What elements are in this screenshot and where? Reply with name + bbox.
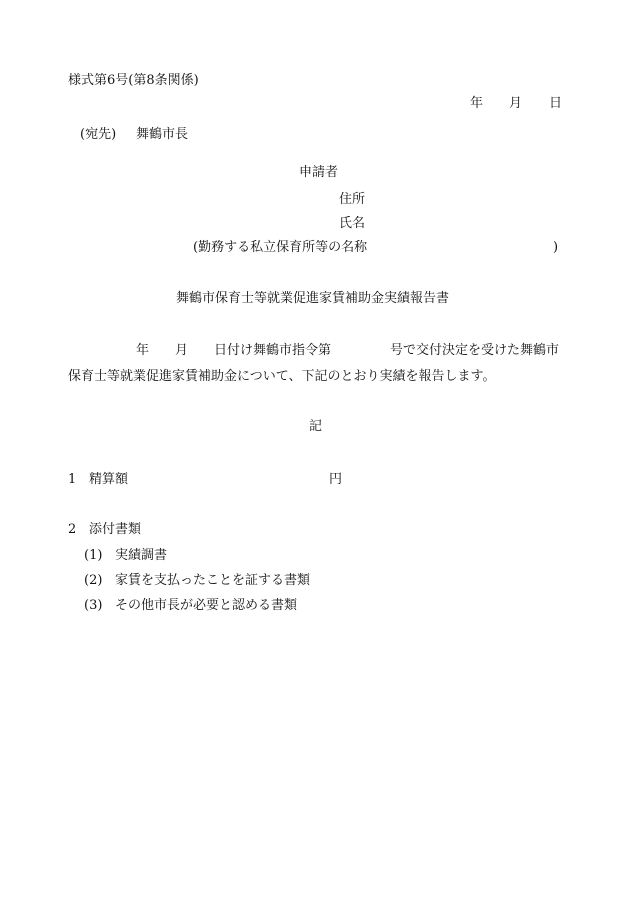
attachment-doc-3-number: (3) bbox=[84, 598, 103, 613]
applicant-facility-close: ) bbox=[553, 240, 559, 255]
attachment-doc-2-label: 家賃を支払ったことを証する書類 bbox=[115, 573, 311, 588]
body-year: 年 bbox=[136, 343, 150, 358]
settlement-label: 精算額 bbox=[89, 472, 129, 487]
date-day: 日 bbox=[549, 96, 563, 111]
body-number-text: 号で交付決定を受けた舞鶴市 bbox=[390, 343, 560, 358]
attachment-doc-1-number: (1) bbox=[84, 548, 103, 563]
attachments-number: 2 bbox=[68, 522, 77, 537]
addressee-prefix: (宛先) bbox=[80, 127, 117, 142]
settlement-unit: 円 bbox=[329, 472, 343, 487]
date-month: 月 bbox=[509, 96, 523, 111]
form-number: 様式第6号(第8条関係) bbox=[68, 73, 199, 88]
body-month: 月 bbox=[175, 343, 189, 358]
settlement-number: 1 bbox=[68, 472, 77, 487]
applicant-name-label: 氏名 bbox=[339, 216, 366, 231]
document-title: 舞鶴市保育士等就業促進家賃補助金実績報告書 bbox=[176, 291, 450, 306]
date-year: 年 bbox=[470, 96, 484, 111]
attachment-doc-2-number: (2) bbox=[84, 573, 103, 588]
applicant-address-label: 住所 bbox=[339, 192, 366, 207]
body-line-2: 保育士等就業促進家賃補助金について、下記のとおり実績を報告します。 bbox=[68, 369, 496, 384]
ki-heading: 記 bbox=[309, 419, 323, 434]
addressee-name: 舞鶴市長 bbox=[136, 127, 189, 142]
applicant-facility-open: (勤務する私立保育所等の名称 bbox=[193, 240, 368, 255]
attachments-label: 添付書類 bbox=[89, 522, 142, 537]
body-day-text: 日付け舞鶴市指令第 bbox=[214, 343, 332, 358]
attachment-doc-1-label: 実績調書 bbox=[115, 548, 168, 563]
applicant-label: 申請者 bbox=[299, 165, 339, 180]
attachment-doc-3-label: その他市長が必要と認める書類 bbox=[115, 598, 298, 613]
